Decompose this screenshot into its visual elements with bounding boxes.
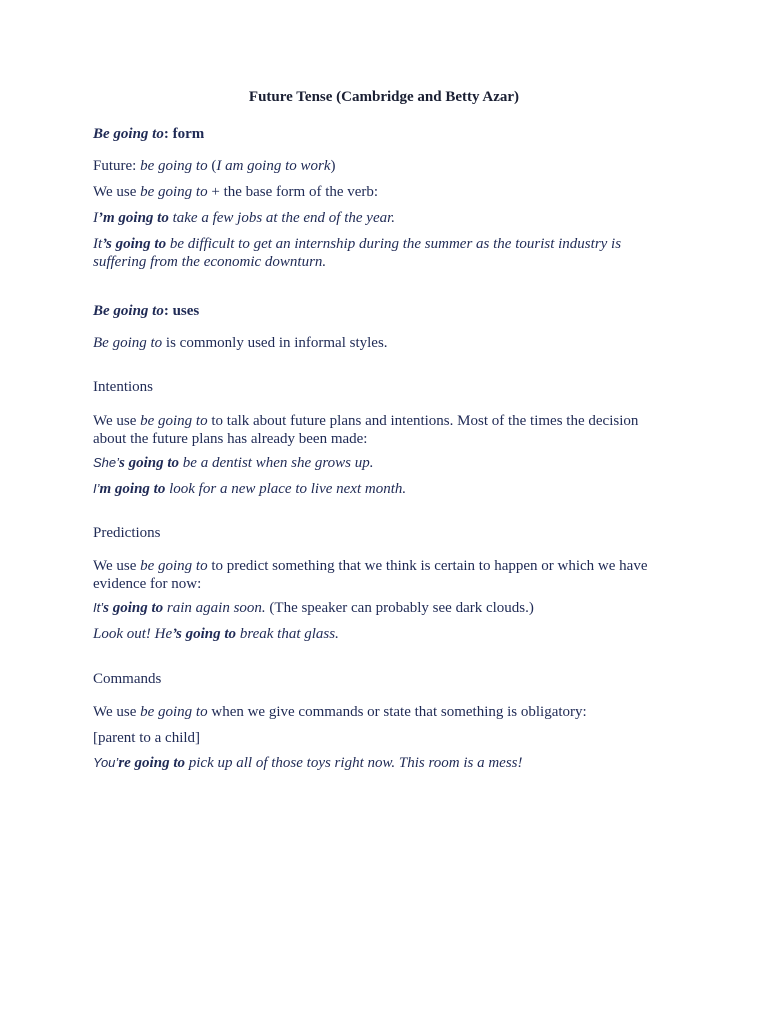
intentions-ex1-subject: She’ (93, 455, 120, 470)
predictions-example-2 (93, 625, 683, 643)
form-use-line (93, 183, 683, 201)
future-line (93, 157, 683, 175)
form-example-2 (93, 235, 653, 271)
intentions-heading: Intentions (93, 379, 153, 395)
predictions-ex1-italic-rest: rain again soon. (163, 600, 266, 616)
commands-ex-subject: You’ (93, 755, 119, 770)
page-title: Future Tense (Cambridge and Betty Azar) (248, 89, 520, 105)
uses-heading-italic: Be going to (93, 303, 164, 319)
form-ex1-rest: take a few jobs at the end of the year. (168, 210, 396, 226)
commands-ex-rest: pick up all of those toys right now. This room is a mess! (185, 755, 523, 771)
form-ex2-subject: It (93, 236, 103, 252)
predictions-ex1-bold: s going to (103, 600, 164, 616)
commands-desc-rest: when we give commands or state that something is obligatory: (207, 704, 587, 720)
form-example-1 (93, 209, 683, 227)
form-ex1-bold: ’m going to (98, 210, 169, 226)
predictions-ex2-prefix: Look out! He (93, 626, 173, 642)
predictions-ex1-note: (The speaker can probably see dark clouds.) (265, 600, 534, 616)
intentions-ex1-bold: s going to (119, 455, 180, 471)
intentions-example-2 (93, 480, 683, 498)
uses-heading (93, 302, 683, 320)
intentions-description (93, 412, 673, 448)
uses-informal-italic: Be going to (93, 335, 163, 351)
intentions-ex2-rest: look for a new place to live next month. (165, 481, 407, 497)
commands-desc-italic: be going to (140, 704, 208, 720)
form-heading (93, 125, 683, 143)
predictions-desc-italic: be going to (140, 558, 208, 574)
predictions-heading: Predictions (93, 525, 161, 541)
future-paren-close: ) (330, 158, 336, 174)
form-use-prefix: We use (93, 184, 141, 200)
uses-informal-line (93, 334, 683, 352)
form-ex2-rest: be difficult to get an internship during the summer as the tourist industry is suffering from the economic downturn. (93, 236, 622, 270)
intentions-ex2-bold: m going to (99, 481, 166, 497)
uses-informal-rest: is commonly used in informal styles. (162, 335, 388, 351)
form-use-italic: be going to (140, 184, 208, 200)
predictions-ex2-rest: break that glass. (236, 626, 339, 642)
future-prefix: Future: (93, 158, 141, 174)
future-paren-open: ( (207, 158, 217, 174)
intentions-ex1-rest: be a dentist when she grows up. (179, 455, 374, 471)
predictions-example-1 (93, 599, 683, 617)
form-heading-rest: : form (163, 126, 205, 142)
predictions-desc-rest: to predict something that we think is certain to happen or which we have evidence for now: (93, 558, 648, 592)
predictions-ex1-subject: It’ (93, 600, 104, 615)
predictions-desc-prefix: We use (93, 558, 141, 574)
future-italic-2: I am going to work (216, 158, 331, 174)
future-italic-1: be going to (140, 158, 208, 174)
predictions-ex2-bold: ’s going to (172, 626, 237, 642)
form-use-suffix: + the base form of the verb: (207, 184, 379, 200)
commands-context: [parent to a child] (93, 730, 201, 746)
form-ex1-subject: I (93, 210, 98, 226)
commands-description (93, 703, 683, 721)
form-heading-italic: Be going to (93, 126, 164, 142)
commands-example (93, 754, 683, 772)
intentions-ex2-subject: I’ (93, 481, 100, 496)
intentions-desc-rest: to talk about future plans and intentions. Most of the times the decision about the future plans has already been made: (93, 413, 639, 447)
commands-heading: Commands (93, 671, 162, 687)
intentions-example-1 (93, 454, 683, 472)
predictions-description (93, 557, 673, 593)
uses-heading-rest: : uses (163, 303, 200, 319)
intentions-desc-prefix: We use (93, 413, 141, 429)
form-ex2-bold: ’s going to (102, 236, 167, 252)
intentions-desc-italic: be going to (140, 413, 208, 429)
commands-ex-bold: re going to (118, 755, 185, 771)
commands-desc-prefix: We use (93, 704, 141, 720)
